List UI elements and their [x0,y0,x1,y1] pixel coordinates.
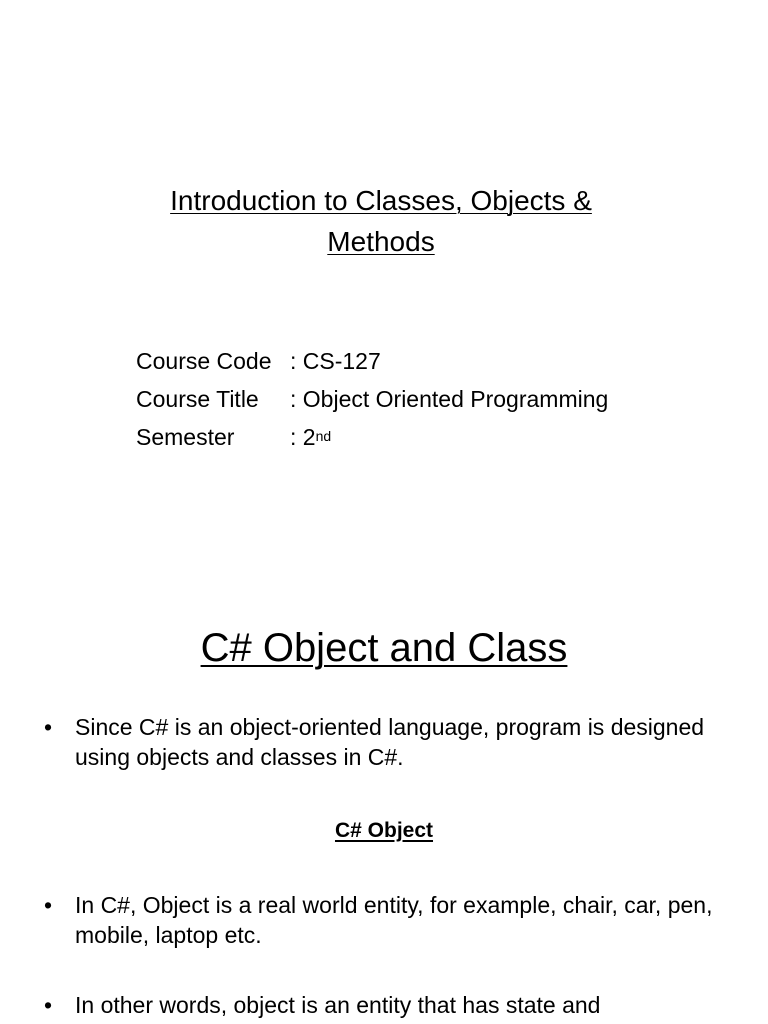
subheading-text: C# Object [334,819,434,842]
title-line-1: Introduction to Classes, Objects & [170,185,592,216]
bullet-dot-icon: • [44,714,53,740]
slide-1-title [110,180,652,262]
semester-value: : 2 [290,424,316,450]
bullet-item-3 [0,990,768,1020]
semester-value-wrap [290,418,331,459]
slide-2-title-text: C# Object and Class [200,626,568,670]
course-info [136,342,608,459]
semester-label: Semester [136,424,235,450]
bullet-text-3: In other words, object is an entity that has state and [75,992,601,1018]
bullet-text-2: In C#, Object is a real world entity, for example, chair, car, pen, mobile, laptop etc. [75,892,713,948]
subheading [0,816,768,846]
course-code-value: : CS-127 [290,348,381,374]
course-title-value: : Object Oriented Programming [290,386,609,412]
bullet-dot-icon: • [44,892,53,918]
slide-2 [0,584,768,1024]
title-line-2: Methods [327,226,435,257]
bullet-item-2 [0,890,768,950]
semester-row [136,418,608,459]
bullet-text-1: Since C# is an object-oriented language, program is designed using objects and classes in C#. [75,714,705,770]
course-title-label: Course Title [136,386,259,412]
course-code-label: Course Code [136,348,272,374]
bullet-list [0,712,768,1020]
course-code-row [136,342,608,380]
slide-2-title [0,624,768,672]
semester-suffix: nd [315,428,332,444]
bullet-item-1 [0,712,768,772]
bullet-dot-icon: • [44,992,53,1018]
course-title-row [136,380,608,418]
